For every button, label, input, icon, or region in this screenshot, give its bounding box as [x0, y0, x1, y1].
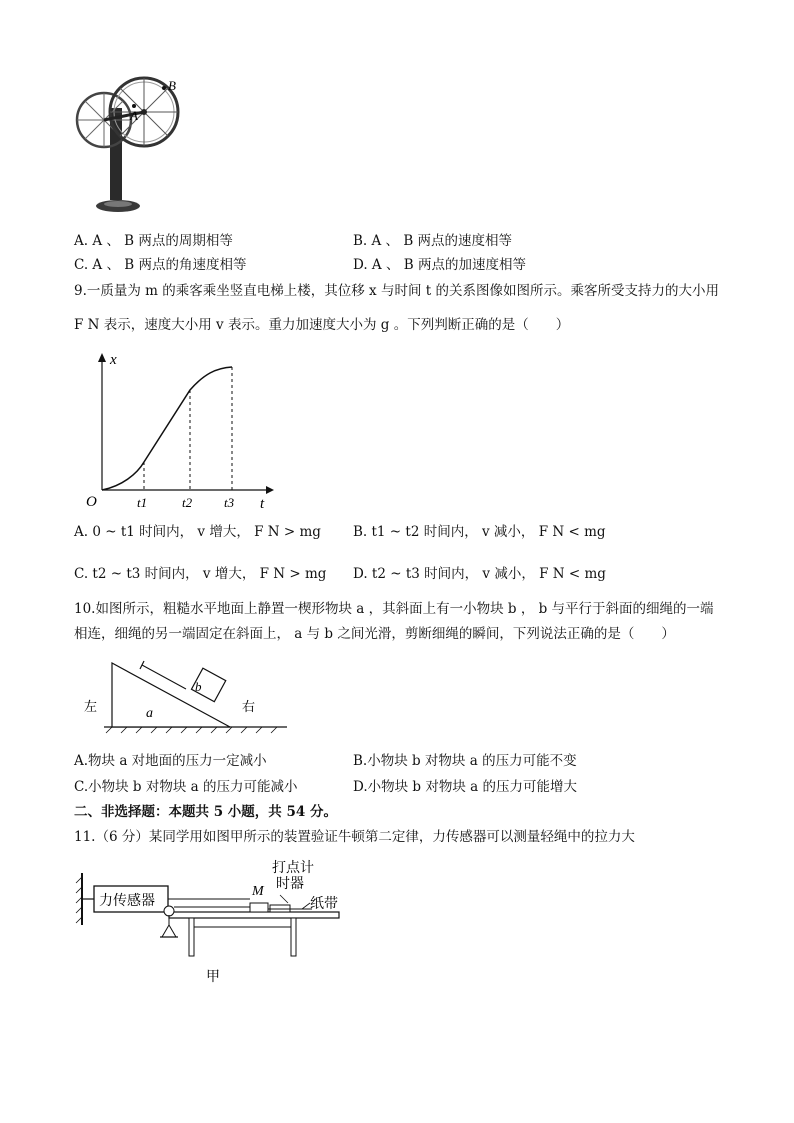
q8-option-a: A. A 、 B 两点的周期相等	[74, 233, 233, 249]
q10-stem-line2: 相连，细绳的另一端固定在斜面上， a 与 b 之间光滑，剪断细绳的瞬间，下列说法正确的是（ ）	[74, 626, 675, 642]
tape-label: 纸带	[310, 896, 338, 912]
q9-option-a: A. 0 ~ t1 时间内， v 增大， F N > mg	[74, 524, 321, 540]
axis-y-label: x	[110, 352, 117, 368]
q8-option-d: D. A 、 B 两点的加速度相等	[353, 257, 526, 273]
q9-option-d: D. t2 ~ t3 时间内， v 减小， F N < mg	[353, 566, 606, 582]
mass-label: M	[252, 884, 264, 899]
timer-label-line2: 时器	[276, 876, 304, 892]
wedge-figure	[82, 655, 292, 735]
block-label: b	[195, 679, 202, 694]
timer-label-line1: 打点计	[272, 860, 314, 876]
x-t-graph	[82, 350, 282, 510]
q10-option-a: A.物块 a 对地面的压力一定减小	[74, 753, 267, 769]
wedge-label: a	[146, 706, 153, 721]
section-heading: 二、非选择题：本题共 5 小题，共 54 分。	[74, 804, 337, 820]
right-label: 右	[242, 700, 256, 715]
tick-t3: t3	[224, 495, 235, 510]
sensor-label: 力传感器	[99, 893, 155, 909]
wheel-apparatus-figure	[72, 70, 187, 216]
origin-label: O	[86, 494, 97, 510]
q9-stem-line2: F N 表示，速度大小用 v 表示。重力加速度大小为 g 。下列判断正确的是（ ）	[74, 317, 570, 333]
tick-t1: t1	[137, 495, 148, 510]
q8-option-c: C. A 、 B 两点的角速度相等	[74, 257, 247, 273]
newton-law-apparatus-figure	[74, 855, 374, 990]
point-b-label: B	[168, 78, 176, 93]
left-label: 左	[84, 700, 98, 715]
q10-stem-line1: 10.如图所示，粗糙水平地面上静置一楔形物块 a ，其斜面上有一小物块 b ， b 与平行于斜面的细绳的一端	[74, 601, 714, 617]
figure-caption: 甲	[206, 969, 220, 985]
q10-option-c: C.小物块 b 对物块 a 的压力可能减小	[74, 779, 298, 795]
point-a-label: A	[130, 108, 138, 123]
q10-option-d: D.小物块 b 对物块 a 的压力可能增大	[353, 779, 577, 795]
q8-option-b: B. A 、 B 两点的速度相等	[353, 233, 513, 249]
q9-option-b: B. t1 ~ t2 时间内， v 减小， F N < mg	[353, 524, 606, 540]
tick-t2: t2	[182, 495, 193, 510]
axis-x-label: t	[260, 496, 265, 510]
q10-option-b: B.小物块 b 对物块 a 的压力可能不变	[353, 753, 577, 769]
q11-stem: 11.（6 分）某同学用如图甲所示的装置验证牛顿第二定律，力传感器可以测量轻绳中的拉力大	[74, 829, 635, 845]
q9-option-c: C. t2 ~ t3 时间内， v 增大， F N > mg	[74, 566, 327, 582]
q9-stem-line1: 9.一质量为 m 的乘客乘坐竖直电梯上楼，其位移 x 与时间 t 的关系图像如图所示。乘客所受支持力的大小用	[74, 283, 719, 299]
